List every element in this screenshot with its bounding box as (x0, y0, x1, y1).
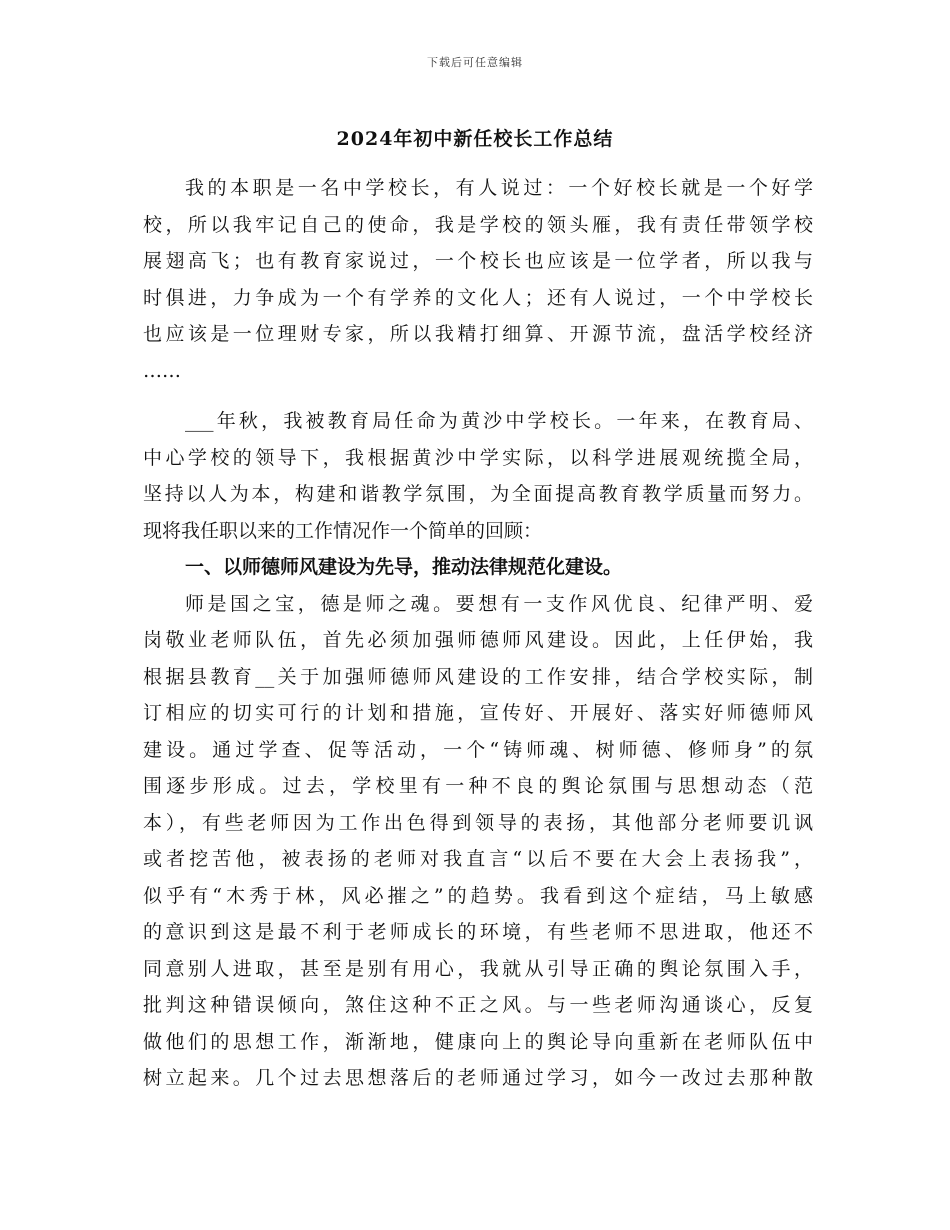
document-body (143, 170, 813, 1097)
text-line: 展翅高飞；也有教育家说过，一个校长也应该是一位学者，所以我与 (143, 250, 813, 272)
text-line: …… (143, 359, 181, 382)
text-line: 围逐步形成。过去，学校里有一种不良的舆论氛围与思想动态（范 (143, 775, 813, 797)
text-line: 也应该是一位理财专家，所以我精打细算、开源节流，盘活学校经济 (143, 323, 813, 345)
text-line: 树立起来。几个过去思想落后的老师通过学习，如今一改过去那种散 (143, 1067, 813, 1089)
text-line: 根据县教育__关于加强师德师风建设的工作安排，结合学校实际，制 (143, 665, 813, 688)
document-title: 2024年初中新任校长工作总结 (336, 128, 614, 150)
section-heading: 一、以师德师风建设为先导，推动法律规范化建设。 (185, 556, 623, 578)
page-header: 下载后可任意编辑 (427, 56, 523, 69)
text-line: 同意别人进取，甚至是别有用心，我就从引导正确的舆论氛围入手， (143, 957, 813, 980)
text-line: 本），有些老师因为工作出色得到领导的表扬，其他部分老师要讥讽 (143, 811, 813, 834)
text-line: 订相应的切实可行的计划和措施，宣传好、开展好、落实好师德师风 (143, 702, 813, 724)
text-line: 我的本职是一名中学校长，有人说过：一个好校长就是一个好学 (185, 177, 813, 199)
text-line: 建设。通过学查、促等活动，一个“铸师魂、树师德、修师身”的氛 (143, 738, 813, 761)
text-line: 岗敬业老师队伍，首先必须加强师德师风建设。因此，上任伊始，我 (143, 629, 813, 651)
text-line: 时俱进，力争成为一个有学养的文化人；还有人说过，一个中学校长 (143, 286, 813, 309)
text-line: 中心学校的领导下，我根据黄沙中学实际，以科学进展观统揽全局， (143, 446, 813, 469)
paragraph-1 (143, 170, 813, 389)
text-line: 似乎有“木秀于林，风必摧之”的趋势。我看到这个症结，马上敏感 (143, 884, 813, 907)
text-line: 批判这种错误倾向，煞住这种不正之风。与一些老师沟通谈心，反复 (143, 994, 813, 1016)
text-line: 做他们的思想工作，渐渐地，健康向上的舆论导向重新在老师队伍中 (143, 1030, 813, 1053)
text-line: ___年秋，我被教育局任命为黄沙中学校长。一年来，在教育局、 (185, 410, 813, 432)
text-line: 现将我任职以来的工作情况作一个简单的回顾： (143, 519, 543, 542)
paragraph-3 (143, 586, 813, 1097)
paragraph-2 (143, 403, 813, 549)
text-line: 校，所以我牢记自己的使命，我是学校的领头雁，我有责任带领学校 (143, 213, 813, 236)
text-line: 或者挖苦他，被表扬的老师对我直言“以后不要在大会上表扬我”， (143, 848, 813, 870)
text-line: 坚持以人为本，构建和谐教学氛围，为全面提高教育教学质量而努力。 (143, 483, 813, 505)
text-line: 的意识到这是最不利于老师成长的环境，有些老师不思进取，他还不 (143, 921, 813, 943)
text-line: 师是国之宝，德是师之魂。要想有一支作风优良、纪律严明、爱 (185, 592, 813, 615)
